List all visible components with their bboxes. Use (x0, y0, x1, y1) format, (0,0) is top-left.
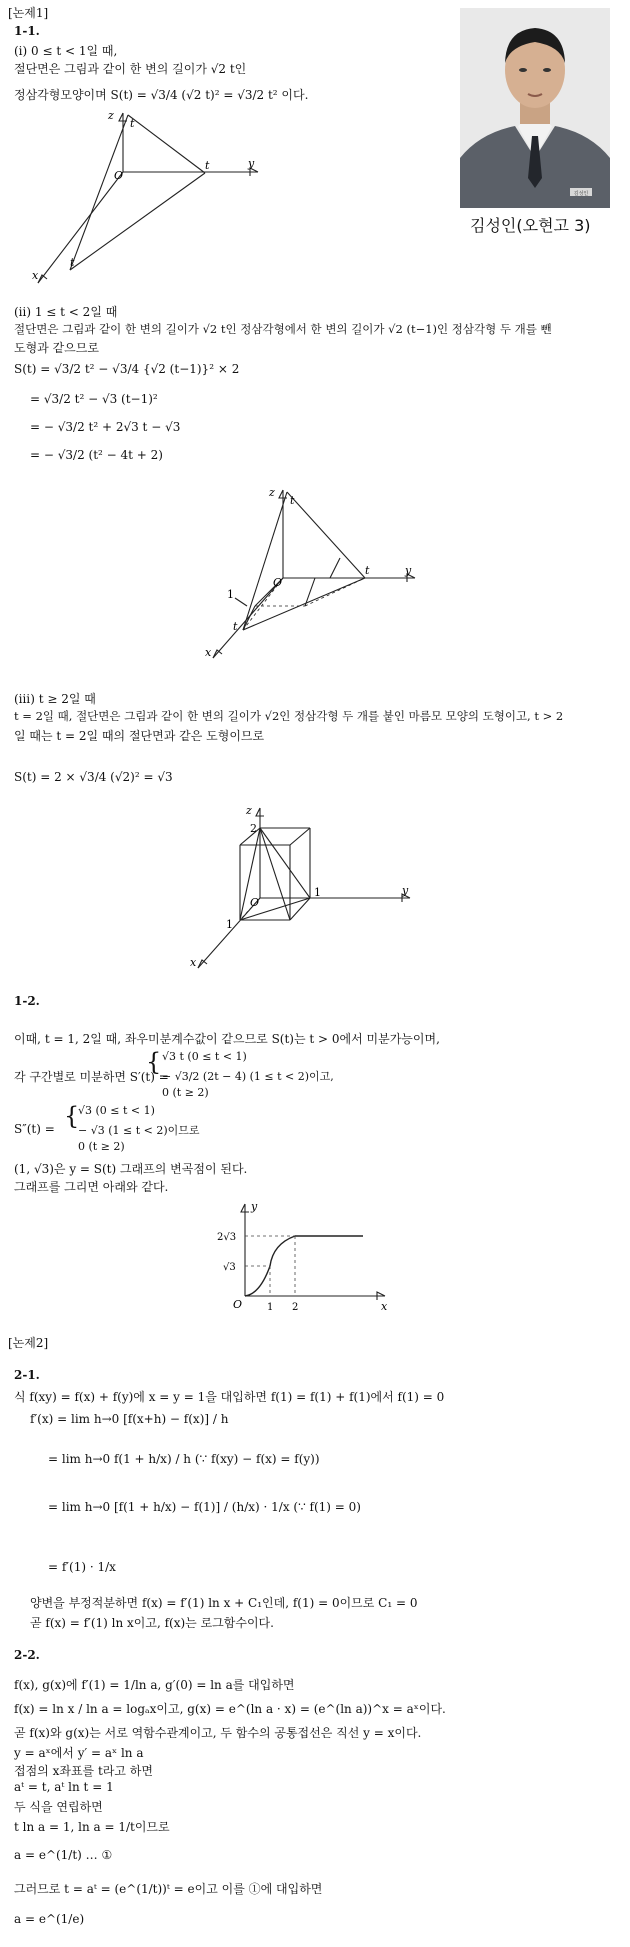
p22-line7: 두 식을 연립하면 (14, 1800, 103, 1814)
section-1-2-title: 1-2. (14, 994, 40, 1008)
p12-line4: 그래프를 그리면 아래와 같다. (14, 1180, 169, 1194)
p12-spp-label: S″(t) = (14, 1122, 55, 1136)
p21-line6: 양변을 부정적분하면 f(x) = f′(1) ln x + C₁인데, f(1) = 0이므로 C₁ = 0 (30, 1596, 418, 1610)
figure-3-cube (190, 800, 420, 975)
case2-eq3: = − √3/2 t² + 2√3 t − √3 (30, 420, 181, 434)
fig2-origin: O (273, 576, 283, 589)
case2-line1: 절단면은 그림과 같이 한 변의 길이가 √2 t인 정삼각형에서 한 변의 길이가 √2 (t−1)인 정삼각형 두 개를 뺀 (14, 322, 552, 336)
p22-line1: f(x), g(x)에 f′(1) = 1/ln a, g′(0) = ln a를 대입하면 (14, 1678, 295, 1692)
fig1-x-label: x (32, 269, 39, 282)
p22-line3: 곧 f(x)와 g(x)는 서로 역함수관계이고, 두 함수의 공통접선은 직선 y = x이다. (14, 1726, 422, 1740)
p22-line8: t ln a = 1, ln a = 1/t이므로 (14, 1820, 170, 1834)
fig2-z-label: z (269, 486, 275, 499)
fig1-t-z: t (130, 117, 135, 130)
p12-line1: 이때, t = 1, 2일 때, 좌우미분계수값이 같으므로 S(t)는 t > 0에서 미분가능이며, (14, 1032, 440, 1046)
case3-line2: 일 때는 t = 2일 때의 절단면과 같은 도형이므로 (14, 729, 265, 743)
p21-line3: = lim h→0 f(1 + h/x) / h (∵ f(xy) − f(x) = f(y)) (48, 1452, 320, 1466)
figure-2-truncated (205, 480, 425, 670)
p22-line5: 접점의 x좌표를 t라고 하면 (14, 1764, 153, 1778)
section-2-1-title: 2-1. (14, 1368, 40, 1382)
graph-ytick-2root3: 2√3 (217, 1232, 237, 1243)
p22-line9: a = e^(1/t) … ① (14, 1848, 113, 1862)
case3-line1: t = 2일 때, 절단면은 그림과 같이 한 변의 길이가 √2인 정삼각형 두 개를 붙인 마름모 모양의 도형이고, t > 2 (14, 709, 564, 723)
p22-line10: 그러므로 t = aᵗ = (e^(1/t))ᵗ = e이고 이를 ①에 대입하면 (14, 1882, 323, 1896)
p21-line4: = lim h→0 [f(1 + h/x) − f(1)] / (h/x) · 1/x (∵ f(1) = 0) (48, 1500, 361, 1514)
p12-sprime-case2: − √3/2 (2t − 4) (1 ≤ t < 2)이고, (162, 1070, 334, 1083)
fig3-origin: O (250, 896, 260, 909)
case3-title: (ⅲ) t ≥ 2일 때 (14, 692, 96, 706)
graph-origin: O (233, 1298, 243, 1311)
graph-x-label: x (381, 1300, 388, 1313)
p12-spp-case1: √3 (0 ≤ t < 1) (78, 1104, 155, 1117)
p21-line7: 곧 f(x) = f′(1) ln x이고, f(x)는 로그함수이다. (30, 1616, 274, 1630)
p12-brace1: { (146, 1048, 162, 1076)
fig3-one-y: 1 (314, 886, 321, 899)
p22-line6: aᵗ = t, aᵗ ln t = 1 (14, 1780, 114, 1794)
fig2-x-label: x (205, 646, 212, 659)
fig3-y-label: y (402, 884, 409, 897)
p21-line2: f′(x) = lim h→0 [f(x+h) − f(x)] / h (30, 1412, 229, 1426)
fig3-x-label: x (190, 956, 197, 969)
fig1-y-label: y (248, 157, 255, 170)
p12-spp-case3: 0 (t ≥ 2) (78, 1140, 125, 1153)
graph-ytick-root3: √3 (223, 1262, 236, 1273)
graph-s-of-t (215, 1198, 395, 1316)
p12-line3: (1, √3)은 y = S(t) 그래프의 변곡점이 된다. (14, 1162, 248, 1176)
figure-1-tetrahedron (30, 105, 270, 295)
p22-line11: a = e^(1/e) (14, 1912, 85, 1926)
p12-brace2: { (64, 1102, 80, 1130)
section-2-2-title: 2-2. (14, 1648, 40, 1662)
graph-xtick-1: 1 (267, 1302, 274, 1313)
p12-sprime-case1: √3 t (0 ≤ t < 1) (162, 1050, 247, 1063)
fig2-y-label: y (405, 564, 412, 577)
section-1-1-title: 1-1. (14, 24, 40, 38)
case2-eq2: = √3/2 t² − √3 (t−1)² (30, 392, 158, 406)
photo-name-badge: 김성인 (573, 191, 589, 197)
case2-eq4: = − √3/2 (t² − 4t + 2) (30, 448, 163, 462)
problem1-header: [논제1] (8, 6, 49, 20)
graph-y-label: y (251, 1200, 258, 1213)
fig1-origin: O (114, 169, 124, 182)
case2-title: (ⅱ) 1 ≤ t < 2일 때 (14, 305, 118, 319)
case2-line2: 도형과 같으므로 (14, 341, 99, 355)
fig1-t-y: t (205, 159, 210, 172)
fig3-z-label: z (246, 804, 252, 817)
fig3-one-x: 1 (226, 918, 233, 931)
p22-line4: y = aˣ에서 y′ = aˣ ln a (14, 1746, 144, 1760)
p12-line2: 각 구간별로 미분하면 S′(t) = (14, 1070, 169, 1084)
p21-line1: 식 f(xy) = f(x) + f(y)에 x = y = 1을 대입하면 f(1) = f(1) + f(1)에서 f(1) = 0 (14, 1390, 445, 1404)
fig2-one-label: 1 (227, 588, 234, 601)
case1-title: (ⅰ) 0 ≤ t < 1일 때, (14, 44, 118, 58)
author-caption: 김성인(오현고 3) (470, 216, 591, 235)
p12-sprime-case3: 0 (t ≥ 2) (162, 1086, 209, 1099)
p21-line5: = f′(1) · 1/x (48, 1560, 116, 1574)
case3-eq: S(t) = 2 × √3/4 (√2)² = √3 (14, 770, 173, 784)
case1-line1: 절단면은 그림과 같이 한 변의 길이가 √2 t인 (14, 62, 247, 76)
graph-xtick-2: 2 (292, 1302, 299, 1313)
problem2-header: [논제2] (8, 1336, 49, 1350)
fig1-t-x: t (70, 256, 75, 269)
p12-spp-case2: − √3 (1 ≤ t < 2)이므로 (78, 1124, 200, 1137)
fig2-t-x: t (233, 620, 238, 633)
case1-line2: 정삼각형모양이며 S(t) = √3/4 (√2 t)² = √3/2 t² 이다. (14, 88, 309, 102)
case2-eq1: S(t) = √3/2 t² − √3/4 {√2 (t−1)}² × 2 (14, 362, 240, 376)
fig2-t-z: t (290, 494, 295, 507)
p22-line2: f(x) = ln x / ln a = logₐx이고, g(x) = e^(ln a · x) = (e^(ln a))^x = aˣ이다. (14, 1702, 446, 1716)
fig1-z-label: z (108, 109, 114, 122)
fig2-t-y: t (365, 564, 370, 577)
fig3-two-label: 2 (250, 822, 257, 835)
author-photo (460, 8, 610, 208)
